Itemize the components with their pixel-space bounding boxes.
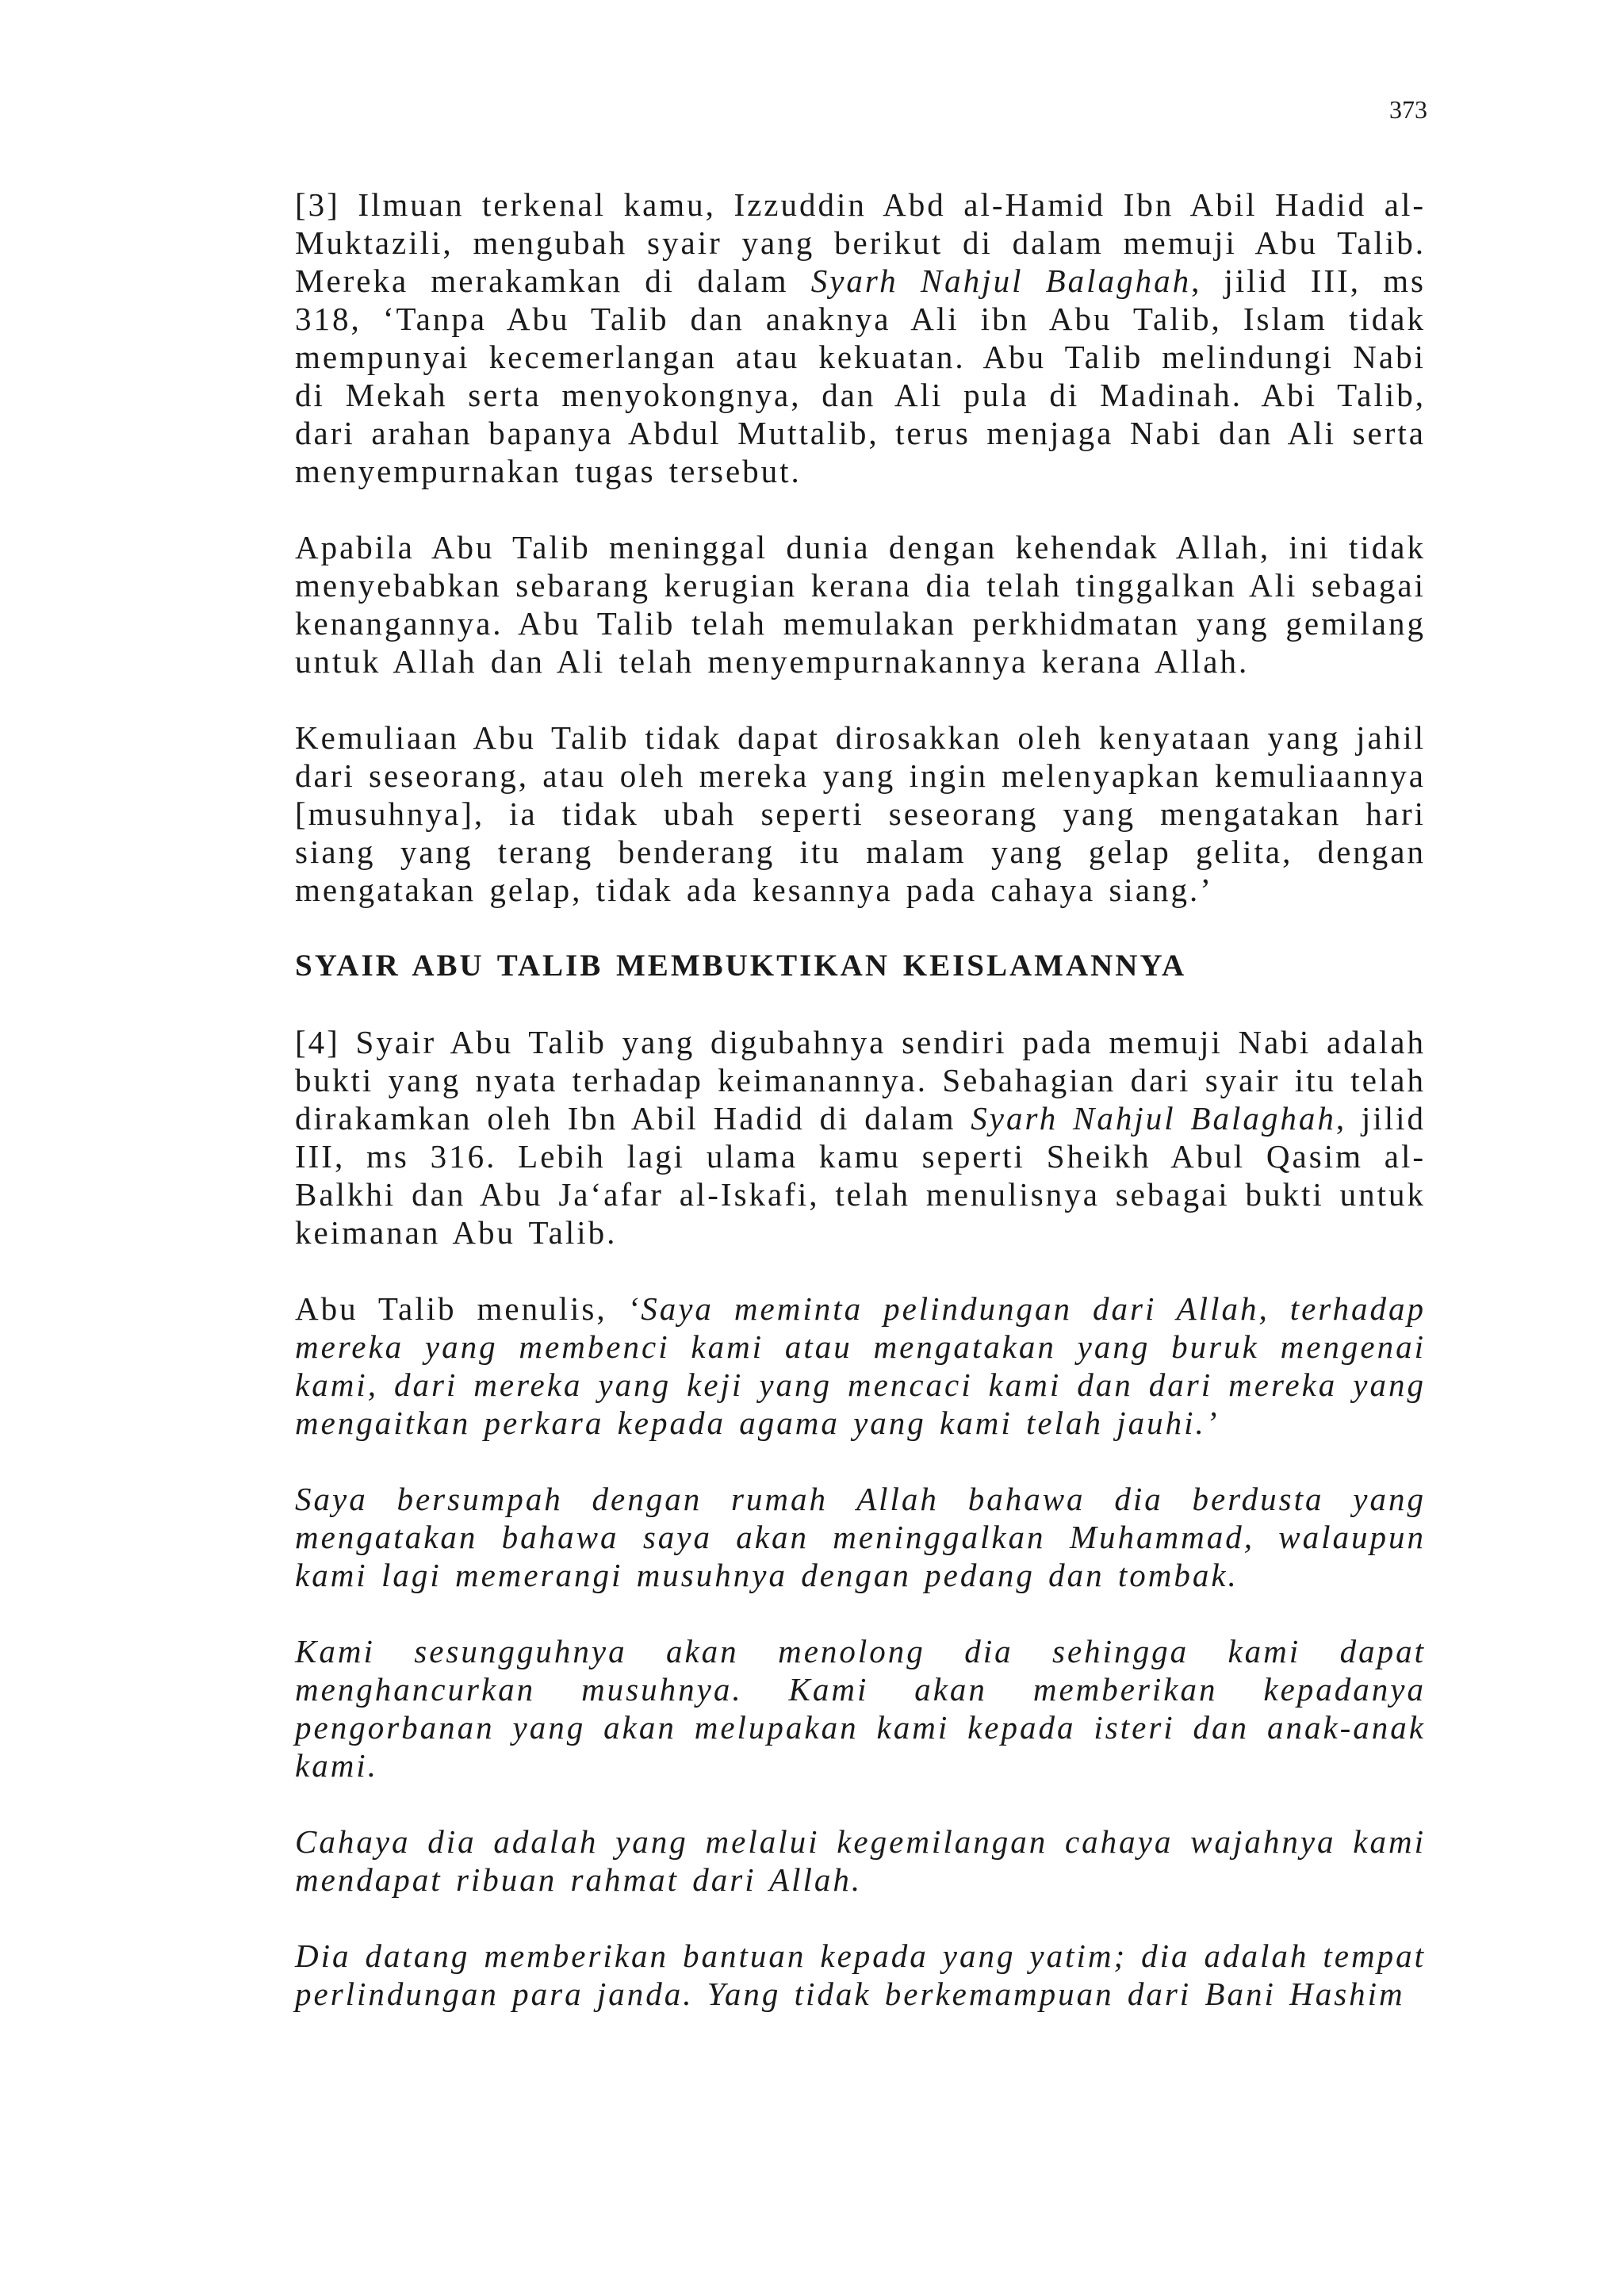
poem-verse-5: Dia datang memberikan bantuan kepada yang yatim; dia adalah tempat perlindungan para janda. Yang tidak berkemampuan dari Bani Hashim [295,1938,1426,2012]
poem-verse-2: Saya bersumpah dengan rumah Allah bahawa dia berdusta yang mengatakan bahawa saya akan meninggalkan Muhammad, walaupun kami lagi memerangi musuhnya dengan pedang dan tombak. [295,1481,1426,1593]
paragraph-abu-talib-death: Apabila Abu Talib meninggal dunia dengan kehendak Allah, ini tidak menyebabkan sebarang kerugian kerana dia telah tinggalkan Ali sebagai kenangannya. Abu Talib telah memulakan perkhidmatan yang gemilang untuk Allah dan Ali telah menyempurnakannya kerana Allah. [295,529,1426,680]
poem-quote-1: ‘Saya meminta pelindungan dari Allah, terhadap mereka yang membenci kami atau mengatakan yang buruk mengenai kami, dari mereka yang keji yang mencaci kami dan dari mereka yang mengaitkan perkara kepada agama yang kami telah jauhi.’ [295,1290,1426,1441]
paragraph-kemuliaan: Kemuliaan Abu Talib tidak dapat dirosakkan oleh kenyataan yang jahil dari seseorang, atau oleh mereka yang ingin melenyapkan kemuliaannya [musuhnya], ia tidak ubah seperti seseorang yang mengatakan hari siang yang terang benderang itu malam yang gelap gelita, dengan mengatakan gelap, tidak ada kesannya pada cahaya siang.’ [295,719,1426,908]
page-number: 373 [1389,95,1427,124]
paragraph-3-text-a: [3] Ilmuan terkenal kamu, Izzuddin Abd al-Hamid Ibn Abil Hadid al-Muktazili, mengubah syair yang berikut di dalam memuji Abu Talib. Mereka merakamkan di dalam [295,186,1426,299]
poem-verse-3: Kami sesungguhnya akan menolong dia sehingga kami dapat menghancurkan musuhnya. Kami akan memberikan kepadanya pengorbanan yang akan melupakan kami kepada isteri dan anak-anak kami. [295,1633,1426,1784]
paragraph-4-text-c: , jilid III, ms 316. Lebih lagi ulama kamu seperti Sheikh Abul Qasim al-Balkhi dan Abu Ja‘afar al-Iskafi, telah menulisnya sebagai bukti untuk keimanan Abu Talib. [295,1100,1426,1251]
book-title-syarh-nahjul-balaghah-2: Syarh Nahjul Balaghah [971,1100,1336,1137]
page-body [295,186,1426,2013]
paragraph-3-text-c: , jilid III, ms 318, ‘Tanpa Abu Talib dan anaknya Ali ibn Abu Talib, Islam tidak mempunyai kecemerlangan atau kekuatan. Abu Talib melindungi Nabi di Mekah serta menyokongnya, dan Ali pula di Madinah. Abi Talib, dari arahan bapanya Abdul Muttalib, terus menjaga Nabi dan Ali serta menyempurnakan tugas tersebut. [295,263,1426,489]
paragraph-4-text-a: [4] Syair Abu Talib yang digubahnya sendiri pada memuji Nabi adalah bukti yang nyata terhadap keimanannya. Sebahagian dari syair itu telah dirakamkan oleh Ibn Abil Hadid di dalam [295,1024,1426,1137]
book-title-syarh-nahjul-balaghah: Syarh Nahjul Balaghah [810,263,1192,299]
paragraph-3 [295,186,1426,490]
paragraph-4 [295,1023,1426,1251]
section-heading: SYAIR ABU TALIB MEMBUKTIKAN KEISLAMANNYA [295,949,1187,983]
poem-verse-4: Cahaya dia adalah yang melalui kegemilangan cahaya wajahnya kami mendapat ribuan rahmat dari Allah. [295,1823,1426,1898]
paragraph-intro: Abu Talib menulis, [295,1290,628,1327]
paragraph-abu-talib-menulis [295,1290,1426,1442]
